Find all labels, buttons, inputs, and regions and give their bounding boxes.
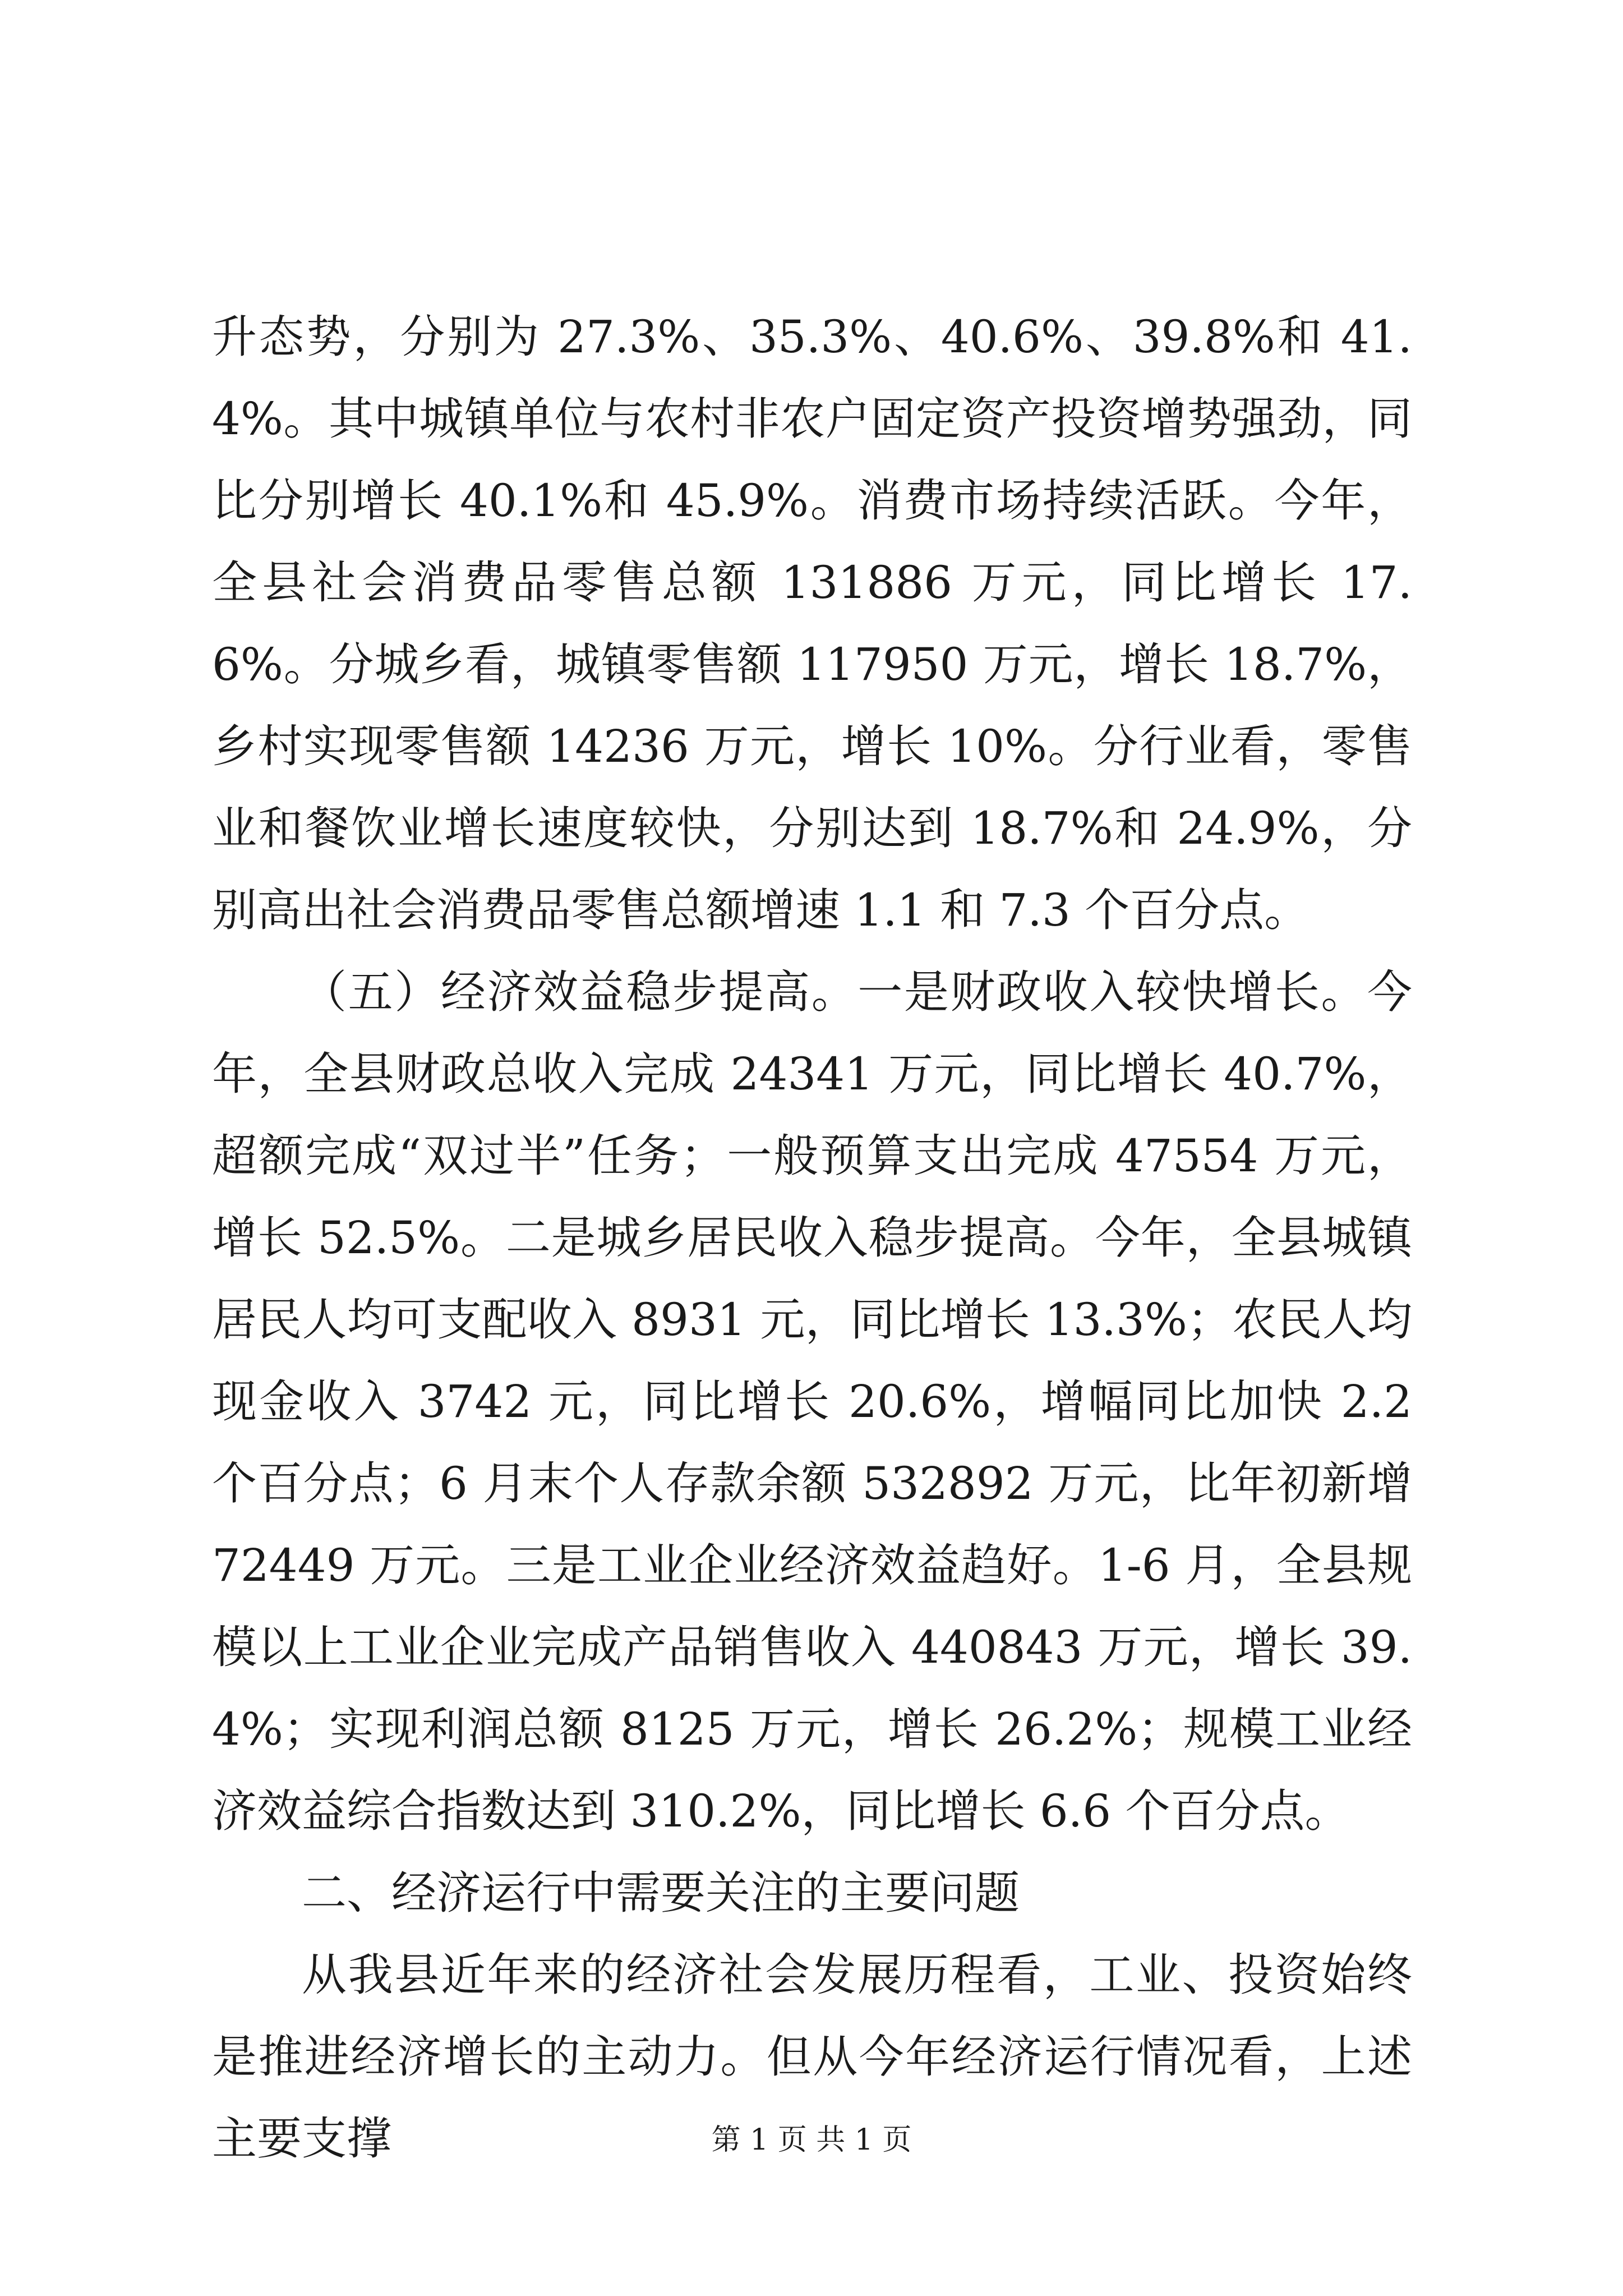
document-body: [212, 296, 1412, 2180]
paragraph-economic-benefits: （五）经济效益稳步提高。一是财政收入较快增长。今年，全县财政总收入完成 24341 万元，同比增长 40.7%，超额完成“双过半”任务；一般预算支出完成 47554 万元，增长 52.5%。二是城乡居民收入稳步提高。今年，全县城镇居民人均可支配收入 8931 元，同比增长 13.3%；农民人均现金收入 3742 元，同比增长 20.6%，增幅同比加快 2.2 个百分点；6 月末个人存款余额 532892 万元，比年初新增 72449 万元。三是工业企业经济效益趋好。1-6 月，全县规模以上工业企业完成产品销售收入 440843 万元，增长 39.4%；实现利润总额 8125 万元，增长 26.2%；规模工业经济效益综合指数达到 310.2%，同比增长 6.6 个百分点。: [212, 966, 1412, 1837]
page-number-footer: 第 1 页 共 1 页: [711, 2123, 912, 2157]
section-heading-main-issues: 二、经济运行中需要关注的主要问题: [302, 1867, 1020, 1919]
paragraph-consumption-market: 升态势，分别为 27.3%、35.3%、40.6%、39.8%和 41.4%。其中城镇单位与农村非农户固定资产投资增势强劲，同比分别增长 40.1%和 45.9%。消费市场持续活跃。今年，全县社会消费品零售总额 131886 万元，同比增长 17.6%。分城乡看，城镇零售额 117950 万元，增长 18.7%，乡村实现零售额 14236 万元，增长 10%。分行业看，零售业和餐饮业增长速度较快，分别达到 18.7%和 24.9%，分别高出社会消费品零售总额增速 1.1 和 7.3 个百分点。: [212, 311, 1412, 936]
paragraph-growth-drivers: 从我县近年来的经济社会发展历程看，工业、投资始终是推进经济增长的主动力。但从今年经济运行情况看，上述主要支撑: [212, 1949, 1412, 2165]
